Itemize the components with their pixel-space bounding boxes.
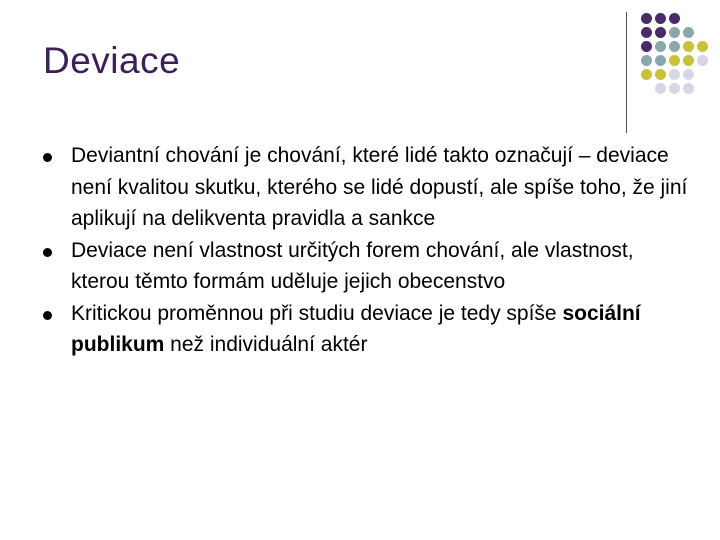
bullet-text: Deviace není vlastnost určitých forem chování, ale vlastnost, kterou těmto formám uděluje jejich obecenstvo [71,238,634,293]
bullet-item [43,140,693,235]
decorative-dot [683,41,694,52]
decorative-dot [683,83,694,94]
bullet-text: Deviantní chování je chování, které lidé takto označují – deviace není kvalitou skutku, kterého se lidé dopustí, ale spíše toho, že jiní aplikují na delikventa pravidla a sankce [71,144,688,230]
bullet-dot-icon [43,248,52,257]
bullet-text: Kritickou proměnnou při studiu deviace je tedy spíše [71,301,563,325]
decorative-dot [655,55,666,66]
slide-title: Deviace [43,40,181,81]
bullet-item [43,235,693,298]
decorative-dot [683,69,694,80]
decorative-dot [669,83,680,94]
bullet-list [43,140,693,361]
decorative-dot [641,13,652,24]
bullet-dot-icon [43,153,52,162]
decorative-dot [641,41,652,52]
decorative-dot [669,13,680,24]
bullet-dot-icon [43,311,52,320]
decorative-dot [641,69,652,80]
bullet-text: než individuální aktér [164,333,368,356]
decorative-dot [655,27,666,38]
decorative-dot [683,27,694,38]
decorative-dot [655,13,666,24]
decorative-dot [655,69,666,80]
decorative-dot [697,55,708,66]
bullet-text-bold: sociální publikum [71,301,641,356]
decorative-dot [669,69,680,80]
decorative-dot [669,41,680,52]
decorative-dot [655,83,666,94]
decorative-dot [655,41,666,52]
decorative-dot [669,27,680,38]
decorative-dot [669,55,680,66]
bullet-item [43,298,693,361]
decorative-dot [683,55,694,66]
decorative-dot [697,41,708,52]
decorative-dot [641,55,652,66]
divider-line [626,12,627,133]
decorative-dot [641,27,652,38]
